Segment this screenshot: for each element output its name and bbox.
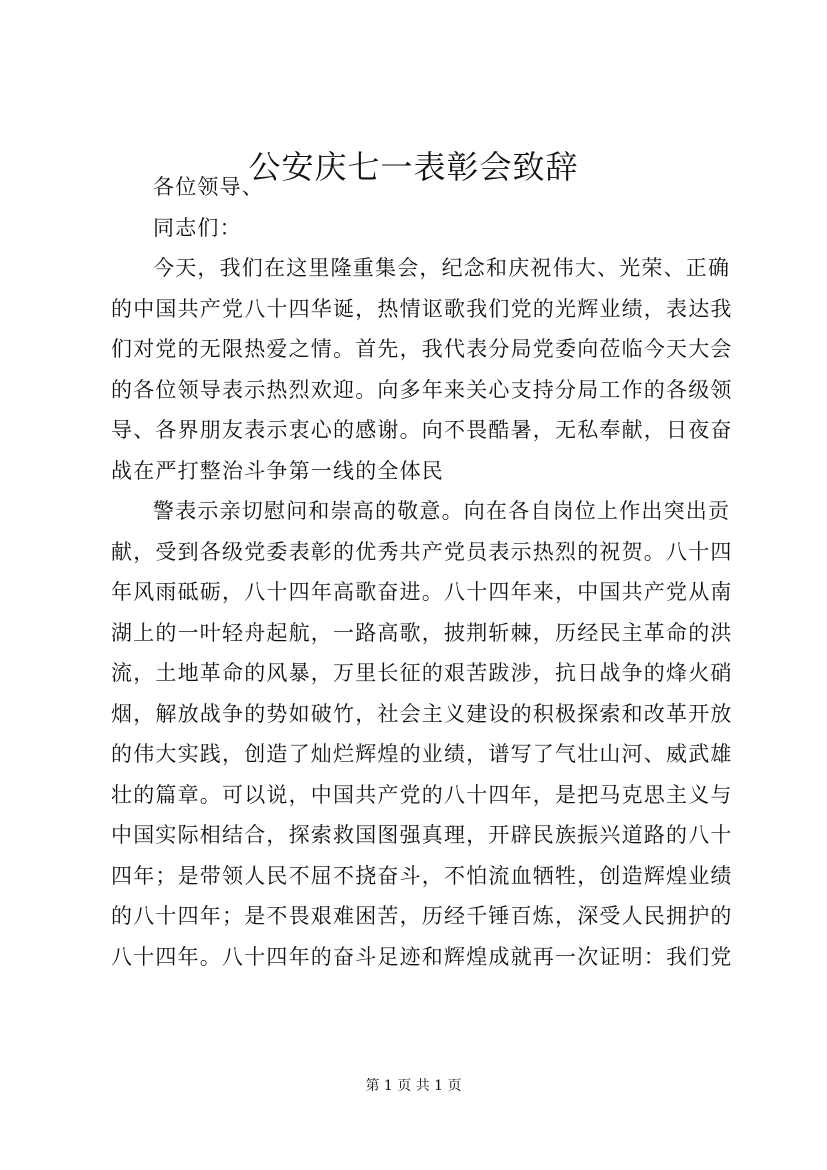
paragraph-line: 战在严打整治斗争第一线的全体民 <box>111 458 444 483</box>
paragraph-line: 的伟大实践，创造了灿烂辉煌的业绩，谱写了气壮山河、威武雄 <box>111 742 733 766</box>
paragraph-line: 壮的篇章。可以说，中国共产党的八十四年，是把马克思主义与 <box>111 782 733 807</box>
paragraph-line: 的各位领导表示热烈欢迎。向多年来关心支持分局工作的各级领 <box>111 377 733 402</box>
paragraph-line: 今天，我们在这里隆重集会，纪念和庆祝伟大、光荣、正确 <box>153 256 731 280</box>
paragraph-line: 流，土地革命的风暴，万里长征的艰苦跋涉，抗日战争的烽火硝 <box>111 661 733 685</box>
paragraph-line: 导、各界朋友表示衷心的感谢。向不畏酷暑，无私奉献，日夜奋 <box>111 418 733 442</box>
salutation-line: 各位领导、 <box>153 175 264 199</box>
paragraph-line: 中国实际相结合，探索救国图强真理，开辟民族振兴道路的八十 <box>111 823 733 847</box>
paragraph-line: 湖上的一叶轻舟起航，一路高歌，披荆斩棘，历经民主革命的洪 <box>111 620 733 645</box>
paragraph-line: 们对党的无限热爱之情。首先，我代表分局党委向莅临今天大会 <box>111 337 733 361</box>
paragraph-line: 献，受到各级党委表彰的优秀共产党员表示热烈的祝贺。八十四 <box>111 539 733 564</box>
paragraph-line: 烟，解放战争的势如破竹，社会主义建设的积极探索和改革开放 <box>111 701 733 726</box>
paragraph-line: 八十四年。八十四年的奋斗足迹和辉煌成就再一次证明：我们党 <box>111 944 733 969</box>
document-title: 公安庆七一表彰会致辞 <box>248 148 579 186</box>
page-footer: 第 1 页 共 1 页 <box>365 1078 462 1094</box>
paragraph-line: 的八十四年；是不畏艰难困苦，历经千锤百炼，深受人民拥护的 <box>111 904 733 928</box>
paragraph-line: 的中国共产党八十四华诞，热情讴歌我们党的光辉业绩，表达我 <box>111 296 733 321</box>
paragraph-line: 警表示亲切慰问和崇高的敬意。向在各自岗位上作出突出贡 <box>153 499 731 523</box>
paragraph-line: 四年；是带领人民不屈不挠奋斗，不怕流血牺牲，创造辉煌业绩 <box>111 863 733 888</box>
document-body <box>111 167 733 977</box>
salutation-line: 同志们： <box>153 215 242 240</box>
paragraph-line: 年风雨砥砺，八十四年高歌奋进。八十四年来，中国共产党从南 <box>111 580 733 604</box>
